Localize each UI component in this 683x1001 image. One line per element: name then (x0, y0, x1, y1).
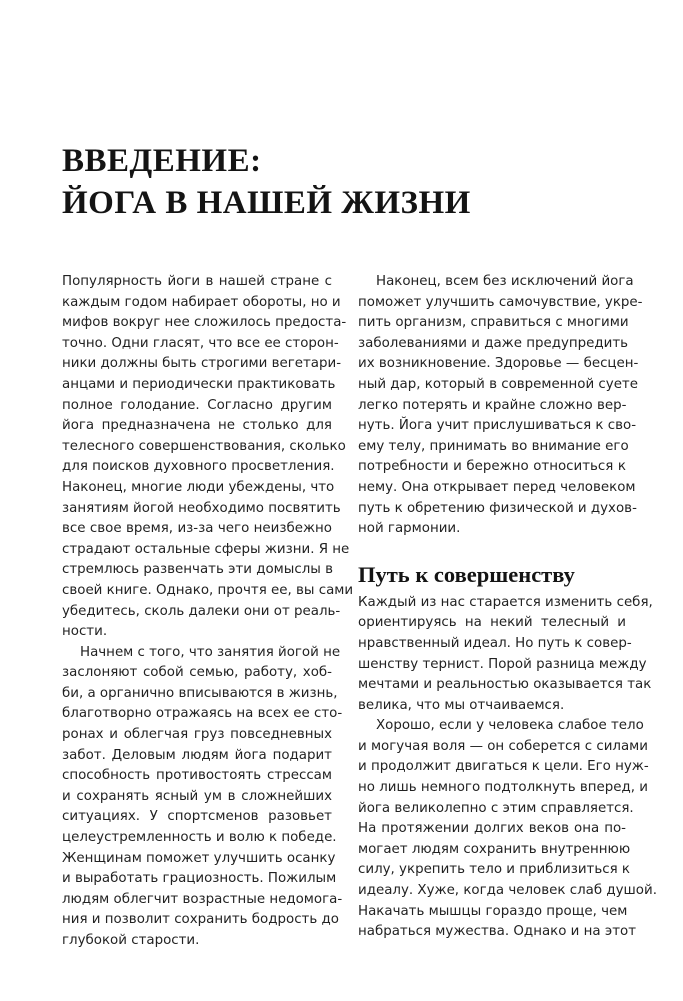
text-line: би, а органично вписываются в жизнь, (62, 685, 338, 701)
text-line: для поисков духовного просветления. (62, 459, 335, 475)
text-line: нему. Она открывает перед человеком (358, 479, 636, 495)
text-line: Наконец, всем без исключений йога (376, 274, 634, 289)
paragraph (358, 593, 653, 717)
text-line: йога предназначена не столько для (62, 418, 332, 434)
text-line: велика, что мы отчаиваемся. (358, 697, 565, 713)
text-line: ему телу, принимать во внимание его (358, 438, 629, 454)
text-line: заболеваниями и даже предупредить (358, 335, 629, 351)
text-line: но лишь немного подтолкнуть вперед, и (358, 780, 648, 796)
text-line: все свое время, из-за чего неизбежно (62, 521, 332, 537)
text-line: ния и позволит сохранить бодрость до (62, 912, 339, 928)
text-line: и выработать грациозность. Пожилым (62, 871, 337, 887)
text-line: убедитесь, сколь далеки они от реаль- (62, 603, 341, 619)
text-line: Хорошо, если у человека слабое тело (376, 718, 644, 734)
text-line: нравственный идеал. Но путь к совер- (358, 635, 632, 651)
text-line: точно. Одни гласят, что все ее сторон- (62, 335, 339, 351)
text-line: и могучая воля — он соберется с силами (358, 738, 648, 754)
text-line: Популярность йоги в нашей стране с (62, 274, 332, 289)
section-heading: Путь к совершенству (358, 561, 575, 587)
text-line: ной гармонии. (358, 521, 461, 537)
text-line: ный дар, который в современной суете (358, 376, 638, 392)
text-line: нуть. Йога учит прислушиваться к сво- (358, 418, 637, 434)
text-line: занятиям йогой необходимо посвятить (62, 500, 341, 516)
text-line: целеустремленность и волю к победе. (62, 830, 337, 846)
text-line: и продолжит двигаться к цели. Его нуж- (358, 759, 649, 775)
chapter-title (62, 140, 471, 224)
paragraph (62, 643, 343, 952)
text-line: ориентируясь на некий телесный и (358, 615, 626, 631)
paragraph (358, 716, 657, 943)
text-line: их возникновение. Здоровье — бесцен- (358, 356, 639, 372)
text-line: людям облегчит возрастные недомога- (62, 891, 343, 907)
text-line: мифов вокруг нее сложилось предоста- (62, 315, 347, 331)
text-line: полное голодание. Согласно другим (62, 397, 332, 413)
text-line: поможет улучшить самочувствие, укре- (358, 294, 643, 310)
text-line: набраться мужества. Однако и на этот (358, 924, 637, 940)
text-line: Накачать мышцы гораздо проще, чем (358, 903, 628, 919)
text-line: потребности и бережно относиться к (358, 459, 626, 475)
text-line: силу, укрепить тело и приблизиться к (358, 862, 630, 878)
text-line: пить организм, справиться с многими (358, 315, 629, 331)
text-line: страдают остальные сферы жизни. Я не (62, 541, 350, 557)
text-line: идеалу. Хуже, когда человек слаб душой. (358, 883, 657, 899)
text-line: йога великолепно с этим справляется. (358, 800, 634, 816)
text-line: Наконец, многие люди убеждены, что (62, 479, 335, 495)
text-line: анцами и периодически практиковать (62, 376, 336, 392)
text-line: На протяжении долгих веков она по- (358, 821, 626, 837)
text-line: путь к обретению физической и духов- (358, 500, 637, 516)
text-line: ронах и облегчая груз повседневных (62, 727, 332, 743)
text-line: могает людям сохранить внутреннюю (358, 841, 631, 857)
paragraph (62, 272, 354, 643)
left-text-column (62, 272, 354, 952)
text-line: мечтами и реальностью оказывается так (358, 677, 652, 693)
text-line: стремлюсь развенчать эти домыслы в (62, 562, 333, 578)
text-line: Женщинам поможет улучшить осанку (62, 850, 336, 866)
text-line: ситуациях. У спортсменов разовьет (62, 809, 332, 825)
text-line: телесного совершенствования, сколько (62, 438, 346, 454)
text-line: ники должны быть строгими вегетари- (62, 356, 342, 372)
text-line: ности. (62, 624, 108, 640)
chapter-title-line-2: ЙОГА В НАШЕЙ ЖИЗНИ (62, 185, 471, 221)
text-line: каждым годом набирает обороты, но и (62, 294, 341, 310)
chapter-title-line-1: ВВЕДЕНИЕ: (62, 143, 262, 179)
right-text-column (358, 272, 657, 943)
text-line: глубокой старости. (62, 933, 200, 948)
text-line: способность противостоять стрессам (62, 768, 332, 784)
text-line: благотворно отражаясь на всех ее сто- (62, 706, 343, 722)
paragraph (358, 272, 643, 540)
text-line: шенству тернист. Порой разница между (358, 656, 647, 672)
text-line: Начнем с того, что занятия йогой не (80, 644, 341, 660)
text-line: своей книге. Однако, прочтя ее, вы сами (62, 582, 354, 598)
text-line: и сохранять ясный ум в сложнейших (62, 788, 332, 804)
text-line: заслоняют собой семью, работу, хоб- (62, 665, 332, 681)
text-line: забот. Деловым людям йога подарит (62, 747, 332, 763)
text-line: легко потерять и крайне сложно вер- (358, 397, 627, 413)
text-line: Каждый из нас старается изменить себя, (358, 594, 653, 610)
